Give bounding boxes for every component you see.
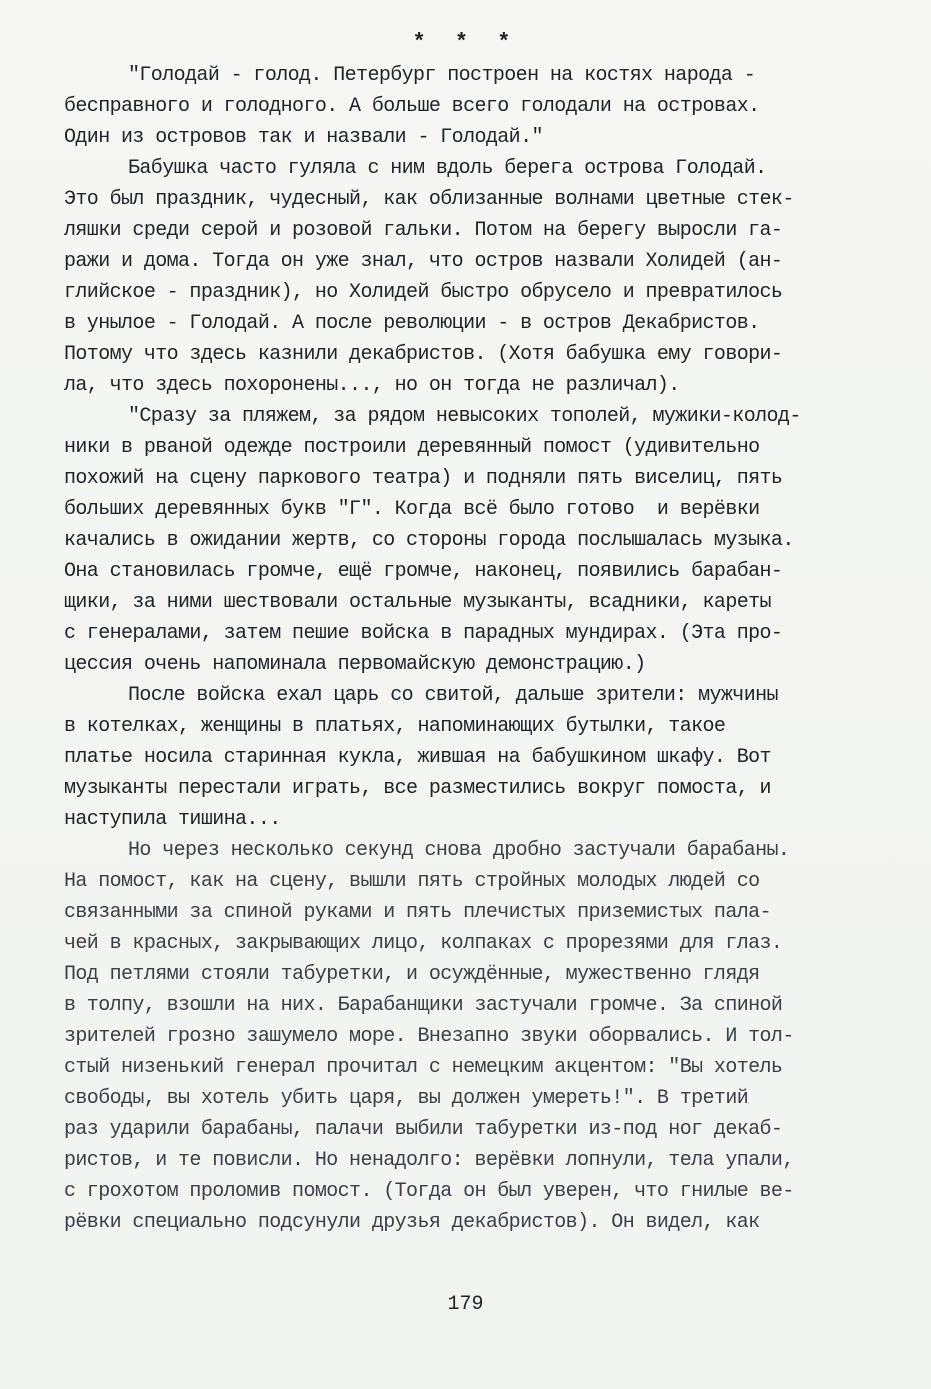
text-line: цессия очень напоминала первомайскую демонстрацию.) (64, 653, 646, 676)
text-line: качались в ожидании жертв, со стороны города послышалась музыка. (64, 529, 794, 552)
text-line: ристов, и те повисли. Но ненадолго: верёвки лопнули, тела упали, (64, 1149, 794, 1172)
text-line: чей в красных, закрывающих лицо, колпаках с прорезями для глаз. (64, 932, 783, 955)
text-line: глийское - праздник), но Холидей быстро обрусело и превратилось (64, 281, 783, 304)
text-line: наступила тишина... (64, 808, 281, 831)
text-line: Она становилась громче, ещё громче, наконец, появились барабан- (64, 560, 783, 583)
text-line: больших деревянных букв "Г". Когда всё было готово и верёвки (64, 498, 760, 521)
text-line: в толпу, взошли на них. Барабанщики застучали громче. За спиной (64, 994, 783, 1017)
text-line: бесправного и голодного. А больше всего голодали на островах. (64, 95, 760, 118)
text-line: "Голодай - голод. Петербург построен на костях народа - (128, 64, 756, 87)
text-line: На помост, как на сцену, вышли пять стройных молодых людей со (64, 870, 760, 893)
text-line: Это был праздник, чудесный, как облизанные волнами цветные стек- (64, 188, 794, 211)
text-line: ражи и дома. Тогда он уже знал, что остров назвали Холидей (ан- (64, 250, 783, 273)
text-line: в унылое - Голодай. А после революции - в остров Декабристов. (64, 312, 760, 335)
text-line: свободы, вы хотель убить царя, вы должен умереть!". В третий (64, 1087, 749, 1110)
text-line: с грохотом проломив помост. (Тогда он был уверен, что гнилые ве- (64, 1180, 794, 1203)
text-line: музыканты перестали играть, все разместились вокруг помоста, и (64, 777, 771, 800)
text-line: После войска ехал царь со свитой, дальше зрители: мужчины (128, 684, 778, 707)
text-line: раз ударили барабаны, палачи выбили табуретки из-под ног декаб- (64, 1118, 783, 1141)
page-number: 179 (447, 1293, 484, 1316)
text-line: ла, что здесь похоронены..., но он тогда не различал). (64, 374, 680, 397)
text-line: ники в рваной одежде построили деревянный помост (удивительно (64, 436, 760, 459)
text-line: Один из островов так и назвали - Голодай." (64, 126, 543, 149)
section-divider: * * * (412, 30, 519, 55)
text-line: Бабушка часто гуляла с ним вдоль берега острова Голодай. (128, 157, 767, 180)
text-line: рёвки специально подсунули друзья декабристов). Он видел, как (64, 1211, 760, 1234)
text-line: с генералами, затем пешие войска в парадных мундирах. (Эта про- (64, 622, 783, 645)
text-line: связанными за спиной руками и пять плечистых приземистых пала- (64, 901, 771, 924)
text-line: ляшки среди серой и розовой гальки. Потом на берегу выросли га- (64, 219, 783, 242)
text-line: Но через несколько секунд снова дробно застучали барабаны. (128, 839, 790, 862)
text-line: стый низенький генерал прочитал с немецким акцентом: "Вы хотель (64, 1056, 783, 1079)
text-line: похожий на сцену паркового театра) и подняли пять виселиц, пять (64, 467, 783, 490)
text-line: в котелках, женщины в платьях, напоминающих бутылки, такое (64, 715, 726, 738)
text-line: Потому что здесь казнили декабристов. (Хотя бабушка ему говори- (64, 343, 783, 366)
text-line: щики, за ними шествовали остальные музыканты, всадники, кареты (64, 591, 771, 614)
text-line: "Сразу за пляжем, за рядом невысоких тополей, мужики-колод- (128, 405, 801, 428)
text-line: платье носила старинная кукла, жившая на бабушкином шкафу. Вот (64, 746, 771, 769)
text-line: зрителей грозно зашумело море. Внезапно звуки оборвались. И тол- (64, 1025, 794, 1048)
body-text (64, 60, 894, 1238)
text-line: Под петлями стояли табуретки, и осуждённые, мужественно глядя (64, 963, 760, 986)
